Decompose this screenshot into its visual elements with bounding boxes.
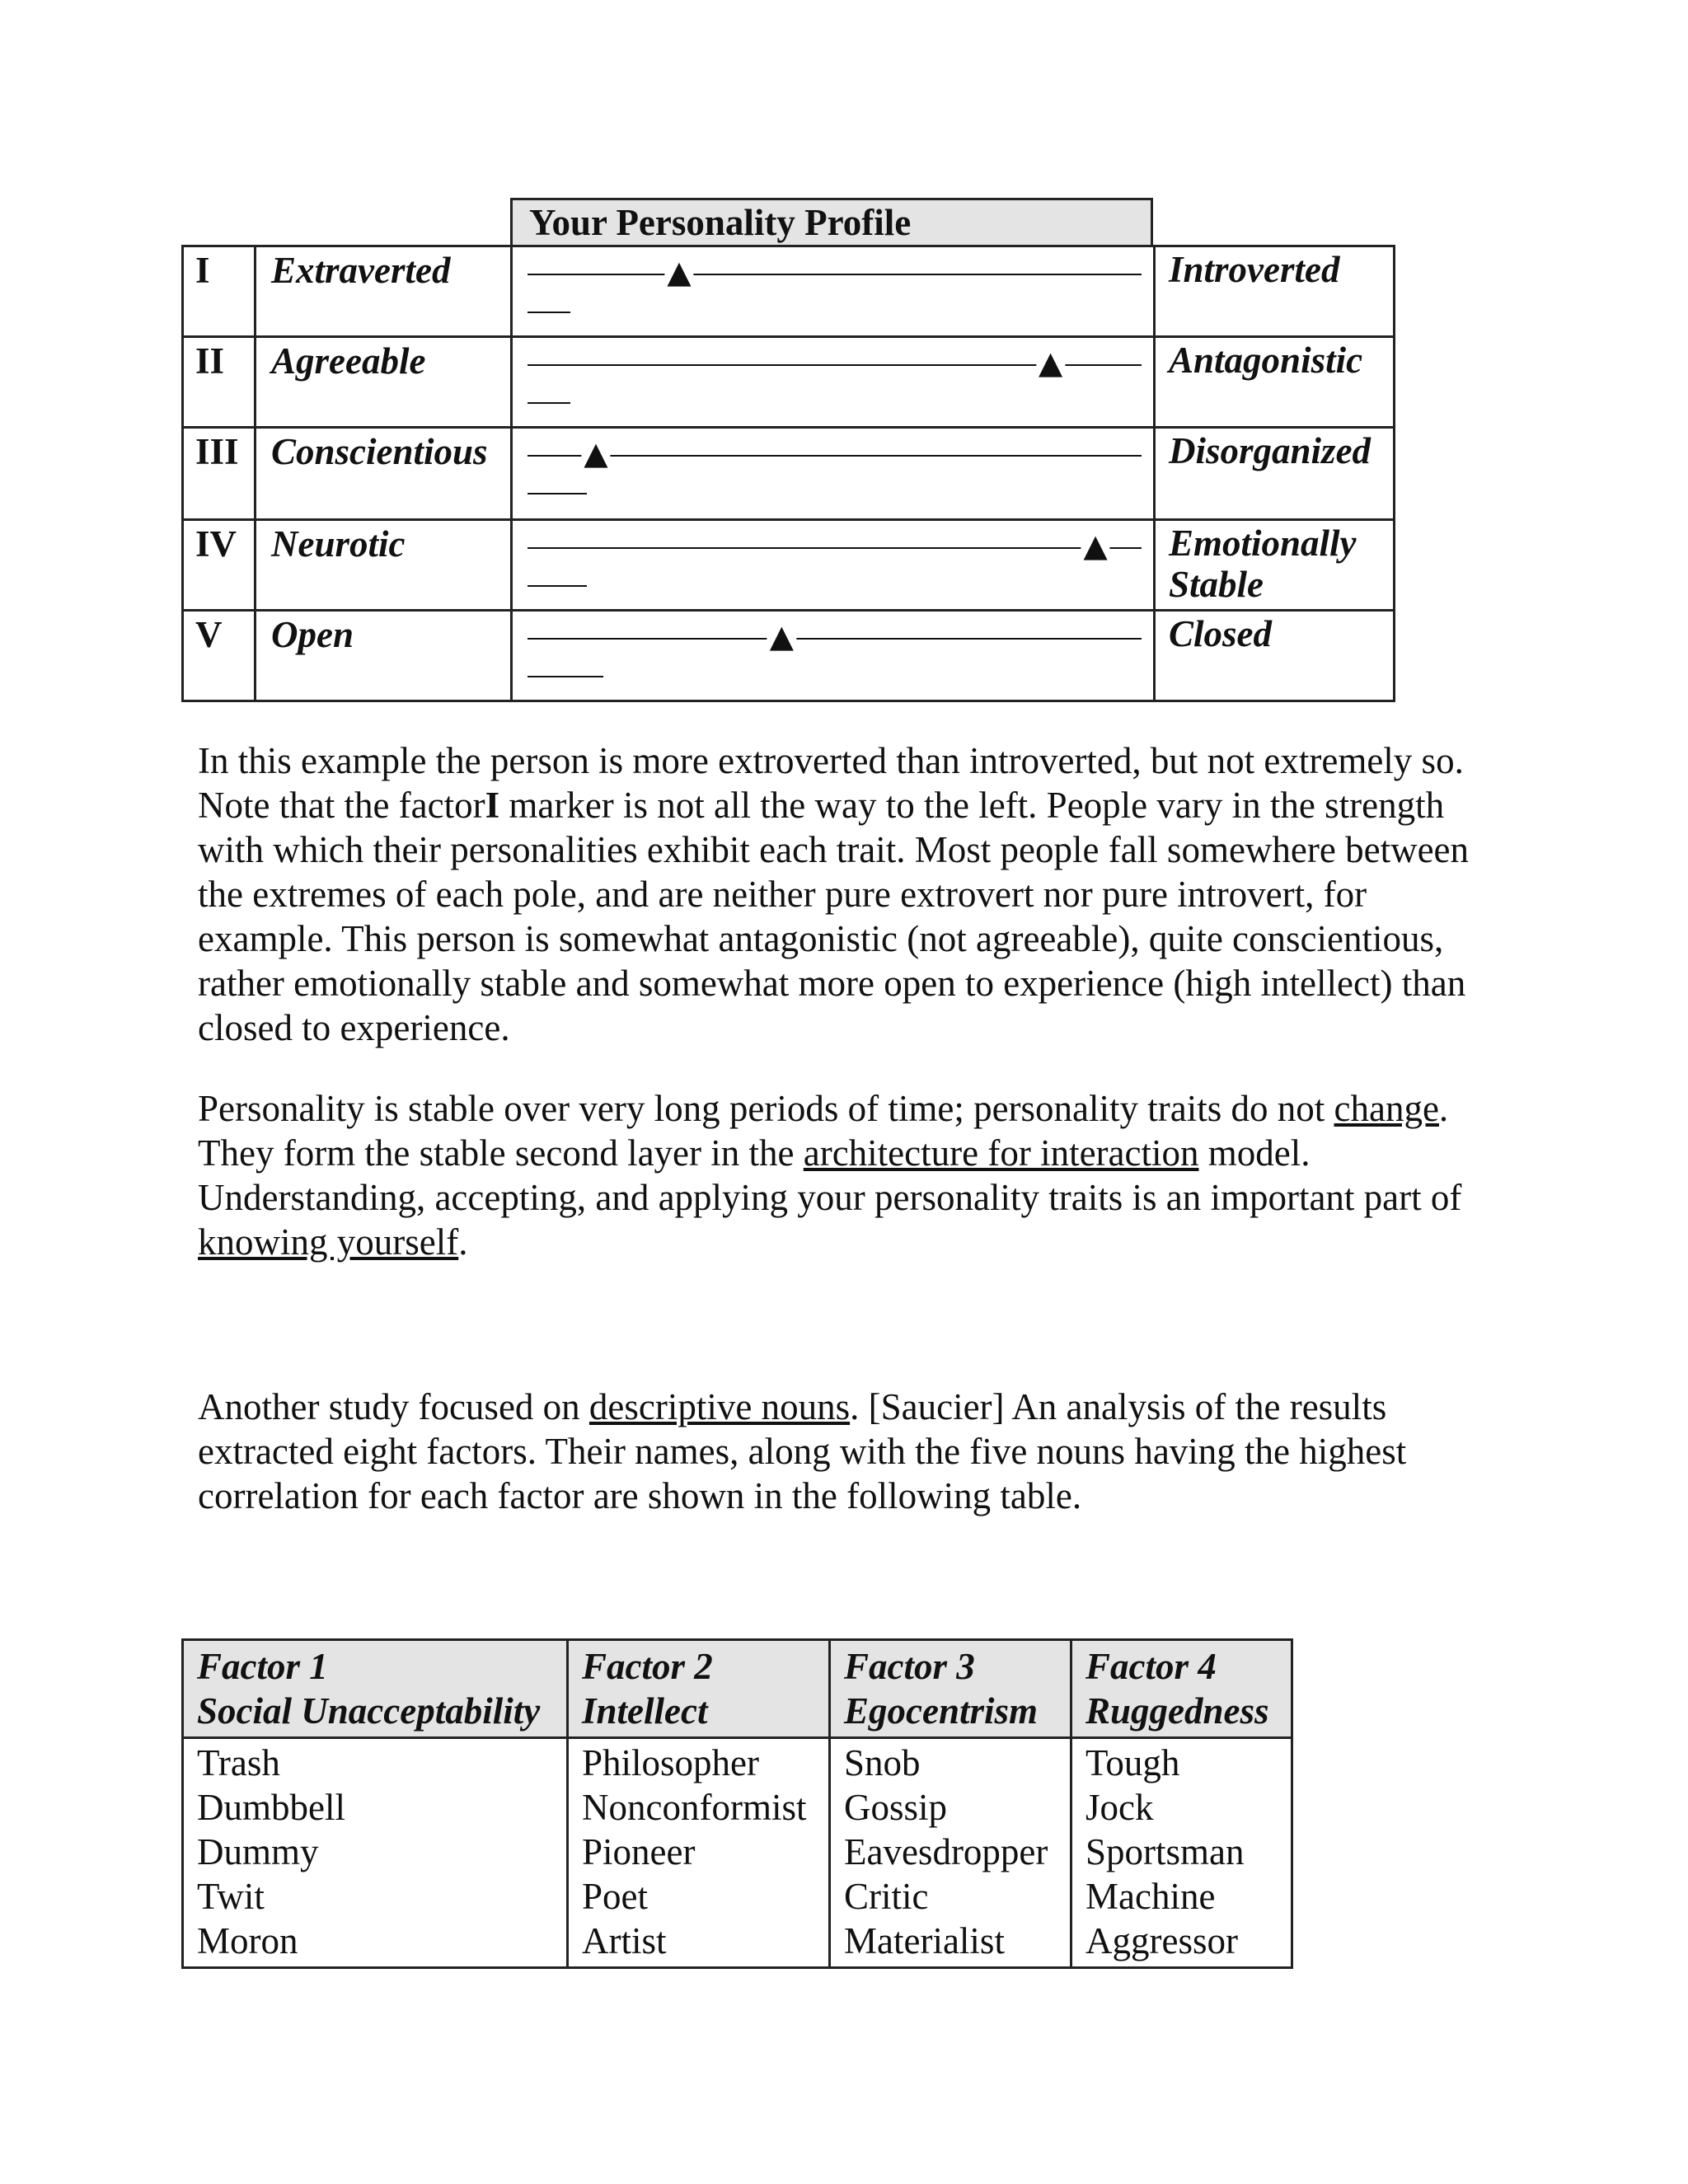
factor-noun-list: [183, 1738, 568, 1968]
scale-line: [528, 638, 1142, 640]
scale-line-wrap: [528, 402, 570, 404]
factor-number: Factor 3: [844, 1646, 975, 1687]
paragraph-text: . They form the stable second layer in the: [198, 1088, 1449, 1174]
factor-name: Social Unacceptability: [197, 1690, 541, 1732]
trait-scale: [512, 520, 1155, 611]
opposite-label: Closed: [1155, 611, 1395, 701]
scale-line: [528, 547, 1142, 549]
trait-scale: [512, 246, 1155, 337]
trait-scale: [512, 611, 1155, 701]
paragraph-text: Personality is stable over very long periods of time; personality traits do not: [198, 1088, 1334, 1129]
descriptive-nouns-link[interactable]: descriptive nouns: [588, 1386, 851, 1427]
row-numeral: V: [183, 611, 256, 701]
opposite-label: Emotionally Stable: [1155, 520, 1395, 611]
noun-item: Critic: [844, 1876, 929, 1917]
factor-name: Intellect: [582, 1690, 708, 1732]
factor-nouns-table: [181, 1638, 1293, 1969]
factor-noun-list: [568, 1738, 830, 1968]
row-numeral: II: [183, 337, 256, 428]
scale-line-wrap: [528, 312, 570, 313]
change-link[interactable]: change: [1334, 1088, 1439, 1129]
noun-item: Gossip: [844, 1787, 948, 1828]
factor-noun-list: [1071, 1738, 1292, 1968]
profile-explanation-paragraph: [198, 738, 1484, 1050]
personality-stability-paragraph: [198, 1086, 1484, 1264]
noun-item: Jock: [1085, 1787, 1154, 1828]
triangle-marker-icon: ▲: [1081, 529, 1109, 562]
noun-item: Materialist: [844, 1920, 1005, 1961]
trait-label: Conscientious: [256, 428, 512, 520]
noun-item: Dumbbell: [197, 1787, 345, 1828]
profile-row: [183, 428, 1395, 520]
noun-item: Machine: [1085, 1876, 1216, 1917]
profile-row: [183, 246, 1395, 337]
factor-header: [568, 1640, 830, 1738]
scale-line: [528, 274, 1142, 275]
triangle-marker-icon: ▲: [1036, 346, 1065, 379]
factor-numeral: I: [485, 785, 500, 826]
factor-name: Egocentrism: [844, 1690, 1039, 1732]
row-numeral: I: [183, 246, 256, 337]
noun-item: Aggressor: [1085, 1920, 1238, 1961]
profile-row: [183, 611, 1395, 701]
personality-profile-table: [181, 245, 1395, 702]
triangle-marker-icon: ▲: [767, 620, 796, 653]
noun-item: Trash: [197, 1742, 280, 1783]
factor-nouns-row: [183, 1738, 1292, 1968]
knowing-yourself-link[interactable]: knowing yourself: [198, 1221, 459, 1263]
noun-item: Nonconformist: [582, 1787, 807, 1828]
factor-noun-list: [830, 1738, 1071, 1968]
trait-scale: [512, 337, 1155, 428]
trait-label: Neurotic: [256, 520, 512, 611]
noun-item: Sportsman: [1085, 1831, 1245, 1872]
noun-item: Snob: [844, 1742, 921, 1783]
noun-item: Moron: [197, 1920, 298, 1961]
factor-name: Ruggedness: [1085, 1690, 1269, 1732]
trait-scale: [512, 428, 1155, 520]
trait-label: Agreeable: [256, 337, 512, 428]
noun-item: Pioneer: [582, 1831, 696, 1872]
descriptive-nouns-paragraph: [198, 1385, 1484, 1518]
architecture-for-interaction-link[interactable]: architecture for interaction: [803, 1132, 1199, 1174]
factor-number: Factor 4: [1085, 1646, 1217, 1687]
triangle-marker-icon: ▲: [664, 255, 693, 288]
triangle-marker-icon: ▲: [581, 437, 610, 470]
noun-item: Eavesdropper: [844, 1831, 1048, 1872]
scale-line-wrap: [528, 585, 587, 587]
opposite-label: Antagonistic: [1155, 337, 1395, 428]
trait-label: Open: [256, 611, 512, 701]
noun-item: Twit: [197, 1876, 265, 1917]
factor-header-row: [183, 1640, 1292, 1738]
profile-row: [183, 337, 1395, 428]
profile-title: Your Personality Profile: [510, 198, 1153, 246]
factor-header: [1071, 1640, 1292, 1738]
noun-item: Tough: [1085, 1742, 1180, 1783]
paragraph-text: Another study focused on: [198, 1386, 589, 1427]
factor-number: Factor 1: [197, 1646, 328, 1687]
row-numeral: III: [183, 428, 256, 520]
noun-item: Philosopher: [582, 1742, 760, 1783]
scale-line: [528, 455, 1142, 457]
profile-row: [183, 520, 1395, 611]
trait-label: Extraverted: [256, 246, 512, 337]
scale-line-wrap: [528, 493, 587, 494]
paragraph-text: In this example the person is more extroverted than introverted, but not extremely so. Note that the factor: [198, 740, 1464, 826]
scale-line-wrap: [528, 676, 603, 677]
row-numeral: IV: [183, 520, 256, 611]
noun-item: Poet: [582, 1876, 649, 1917]
noun-item: Artist: [582, 1920, 667, 1961]
paragraph-text: .: [458, 1221, 468, 1263]
opposite-label: Introverted: [1155, 246, 1395, 337]
paragraph-text: marker is not all the way to the left. People vary in the strength with which their personalities exhibit each trait. Most people fall somewhere between the extremes of each pole, and are neither pure extrovert nor pure introvert, for example. This person is somewhat antagonistic (not agreeable), quite conscientious, rather emotionally stable and somewhat more open to experience (high intellect) than closed to experience.: [198, 785, 1470, 1048]
factor-header: [183, 1640, 568, 1738]
paragraph-text: . [Saucier] An analysis of the results extracted eight factors. Their names, along with the five nouns having the highest correlation for each factor are shown in the following table.: [198, 1386, 1407, 1516]
noun-item: Dummy: [197, 1831, 319, 1872]
paragraph-text: model. Understanding, accepting, and applying your personality traits is an important part of: [198, 1132, 1462, 1218]
factor-number: Factor 2: [582, 1646, 713, 1687]
opposite-label: Disorganized: [1155, 428, 1395, 520]
factor-header: [830, 1640, 1071, 1738]
